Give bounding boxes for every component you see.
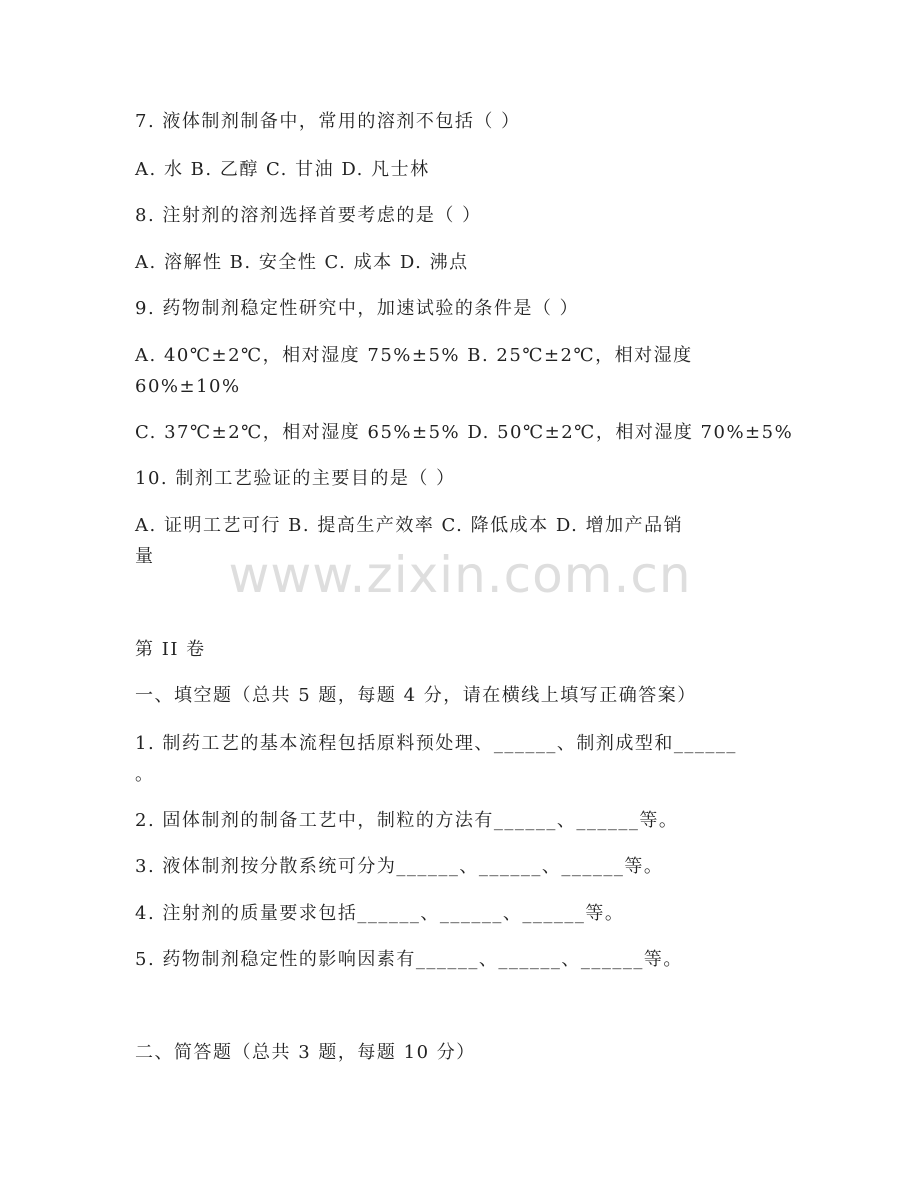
question-9: 9. 药物制剂稳定性研究中，加速试验的条件是（ ）: [135, 298, 580, 319]
fill-question-5: 5. 药物制剂稳定性的影响因素有______、______、______等。: [135, 949, 683, 970]
question-10-options: A. 证明工艺可行 B. 提高生产效率 C. 降低成本 D. 增加产品销: [135, 515, 684, 536]
question-9-options-cd: C. 37℃±2℃，相对湿度 65%±5% D. 50℃±2℃，相对湿度 70%±5%: [135, 422, 794, 443]
question-9-options-ab-continued: 60%±10%: [135, 376, 241, 397]
question-7-options: A. 水 B. 乙醇 C. 甘油 D. 凡士林: [135, 159, 430, 180]
question-8-options: A. 溶解性 B. 安全性 C. 成本 D. 沸点: [135, 252, 469, 273]
short-answer-section-heading: 二、简答题（总共 3 题，每题 10 分）: [135, 1042, 476, 1063]
fill-question-1: 1. 制药工艺的基本流程包括原料预处理、______、制剂成型和______: [135, 733, 737, 754]
fill-question-2: 2. 固体制剂的制备工艺中，制粒的方法有______、______等。: [135, 810, 679, 831]
question-10-options-continued: 量: [135, 546, 155, 567]
question-9-options-ab: A. 40℃±2℃，相对湿度 75%±5% B. 25℃±2℃，相对湿度: [135, 345, 693, 366]
question-7: 7. 液体制剂制备中，常用的溶剂不包括（ ）: [135, 111, 521, 132]
question-10: 10. 制剂工艺验证的主要目的是（ ）: [135, 468, 456, 489]
part-2-title: 第 II 卷: [135, 639, 206, 660]
question-8: 8. 注射剂的溶剂选择首要考虑的是（ ）: [135, 205, 482, 226]
fill-question-3: 3. 液体制剂按分散系统可分为______、______、______等。: [135, 856, 664, 877]
watermark: www.zixin.com.cn: [228, 546, 692, 604]
fill-in-section-heading: 一、填空题（总共 5 题，每题 4 分，请在横线上填写正确答案）: [135, 685, 697, 706]
fill-question-4: 4. 注射剂的质量要求包括______、______、______等。: [135, 903, 625, 924]
fill-question-1-continued: 。: [135, 764, 155, 785]
